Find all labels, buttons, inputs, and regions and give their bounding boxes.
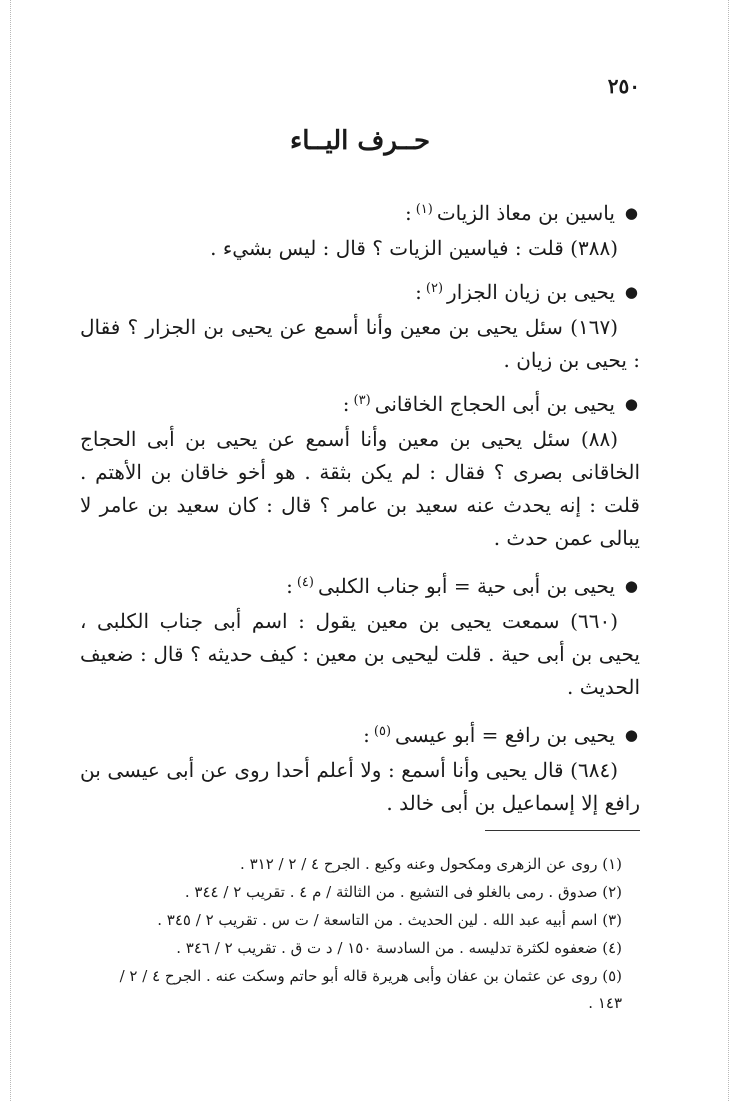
narration: (٦٦٠) سمعت يحيى بن معين يقول : اسم أبى جناب الكلبى ، يحيى بن أبى حية . قلت ليحيى بن معين : كيف حديثه ؟ قال : ضعيف الحديث . — [80, 609, 640, 699]
entry — [80, 190, 640, 265]
bullet-icon: ● — [624, 283, 638, 301]
narration: (٣٨٨) قلت : فياسين الزيات ؟ قال : ليس بشيء . — [210, 236, 618, 260]
entry-heading — [80, 269, 640, 311]
footnote-ref: (٤) — [296, 575, 314, 590]
page-number: ٢٥٠ — [607, 74, 640, 98]
entry-heading — [80, 381, 640, 423]
footnote: (٤) ضعفوه لكثرة تدليسه . من السادسة ١٥٠ / د ت ق . تقريب ٢ / ٣٤٦ . — [176, 939, 622, 957]
entry-colon: : — [363, 723, 370, 747]
entry-heading — [80, 712, 640, 754]
footnote: (١) روى عن الزهرى ومكحول وعنه وكيع . الجرح ٤ / ٢ / ٣١٢ . — [240, 855, 622, 873]
bullet-icon: ● — [624, 577, 638, 595]
entry-colon: : — [342, 392, 350, 416]
entry-heading — [80, 563, 640, 605]
entry-name: يحيى بن أبى حية = أبو جناب الكلبى — [317, 574, 615, 598]
entry-colon: : — [415, 280, 422, 304]
narration: (٦٨٤) قال يحيى وأنا أسمع : ولا أعلم أحدا روى عن أبى عيسى بن رافع إلا إسماعيل بن أبى خالد . — [80, 758, 640, 815]
entry-name: ياسين بن معاذ الزيات — [436, 201, 615, 225]
footnote-ref: (٢) — [425, 281, 444, 296]
entry-name: يحيى بن رافع = أبو عيسى — [395, 723, 615, 747]
chapter-title: حــرف اليــاء — [289, 126, 431, 156]
entry — [80, 712, 640, 820]
entry-name: يحيى بن زيان الجزار — [447, 280, 615, 304]
entry — [80, 381, 640, 555]
footnotes — [80, 850, 640, 1016]
bullet-icon: ● — [624, 395, 638, 413]
entry-colon: : — [286, 574, 293, 598]
footnote-separator — [485, 830, 640, 831]
page-edge-left — [10, 0, 11, 1101]
page-edge-right — [728, 0, 729, 1101]
footnote: (٣) اسم أبيه عبد الله . لين الحديث . من التاسعة / ت س . تقريب ٢ / ٣٤٥ . — [157, 911, 622, 929]
footnote-ref: (٥) — [373, 724, 392, 739]
entry-heading — [80, 190, 640, 232]
narration: (١٦٧) سئل يحيى بن معين وأنا أسمع عن يحيى بن الجزار ؟ فقال : يحيى بن زيان . — [80, 315, 640, 372]
footnote: (٢) صدوق . رمى بالغلو فى التشيع . من الثالثة / م ٤ . تقريب ٢ / ٣٤٤ . — [184, 883, 622, 901]
entry-name: يحيى بن أبى الحجاج الخاقانى — [374, 392, 615, 416]
footnote-ref: (١) — [415, 202, 433, 217]
bullet-icon: ● — [624, 204, 638, 222]
footnote-continuation: ١٤٣ . — [588, 994, 622, 1012]
entry — [80, 563, 640, 704]
entry — [80, 269, 640, 377]
entry-colon: : — [404, 201, 412, 225]
document-page — [80, 60, 640, 1080]
footnote: (٥) روى عن عثمان بن عفان وأبى هريرة قاله أبو حاتم وسكت عنه . الجرح ٤ / ٢ / — [119, 967, 622, 985]
bullet-icon: ● — [624, 726, 638, 744]
entries-list — [80, 190, 640, 828]
footnote-ref: (٣) — [353, 393, 371, 408]
narration: (٨٨) سئل يحيى بن معين وأنا أسمع عن يحيى بن أبى الحجاج الخاقانى بصرى ؟ فقال : لم يكن بثقة . هو أخو خاقان بن الأهتم . قلت : إنه يحدث عنه سعيد بن عامر ؟ قال : كان سعيد بن عامر لا يبالى عمن حدث . — [80, 427, 640, 550]
